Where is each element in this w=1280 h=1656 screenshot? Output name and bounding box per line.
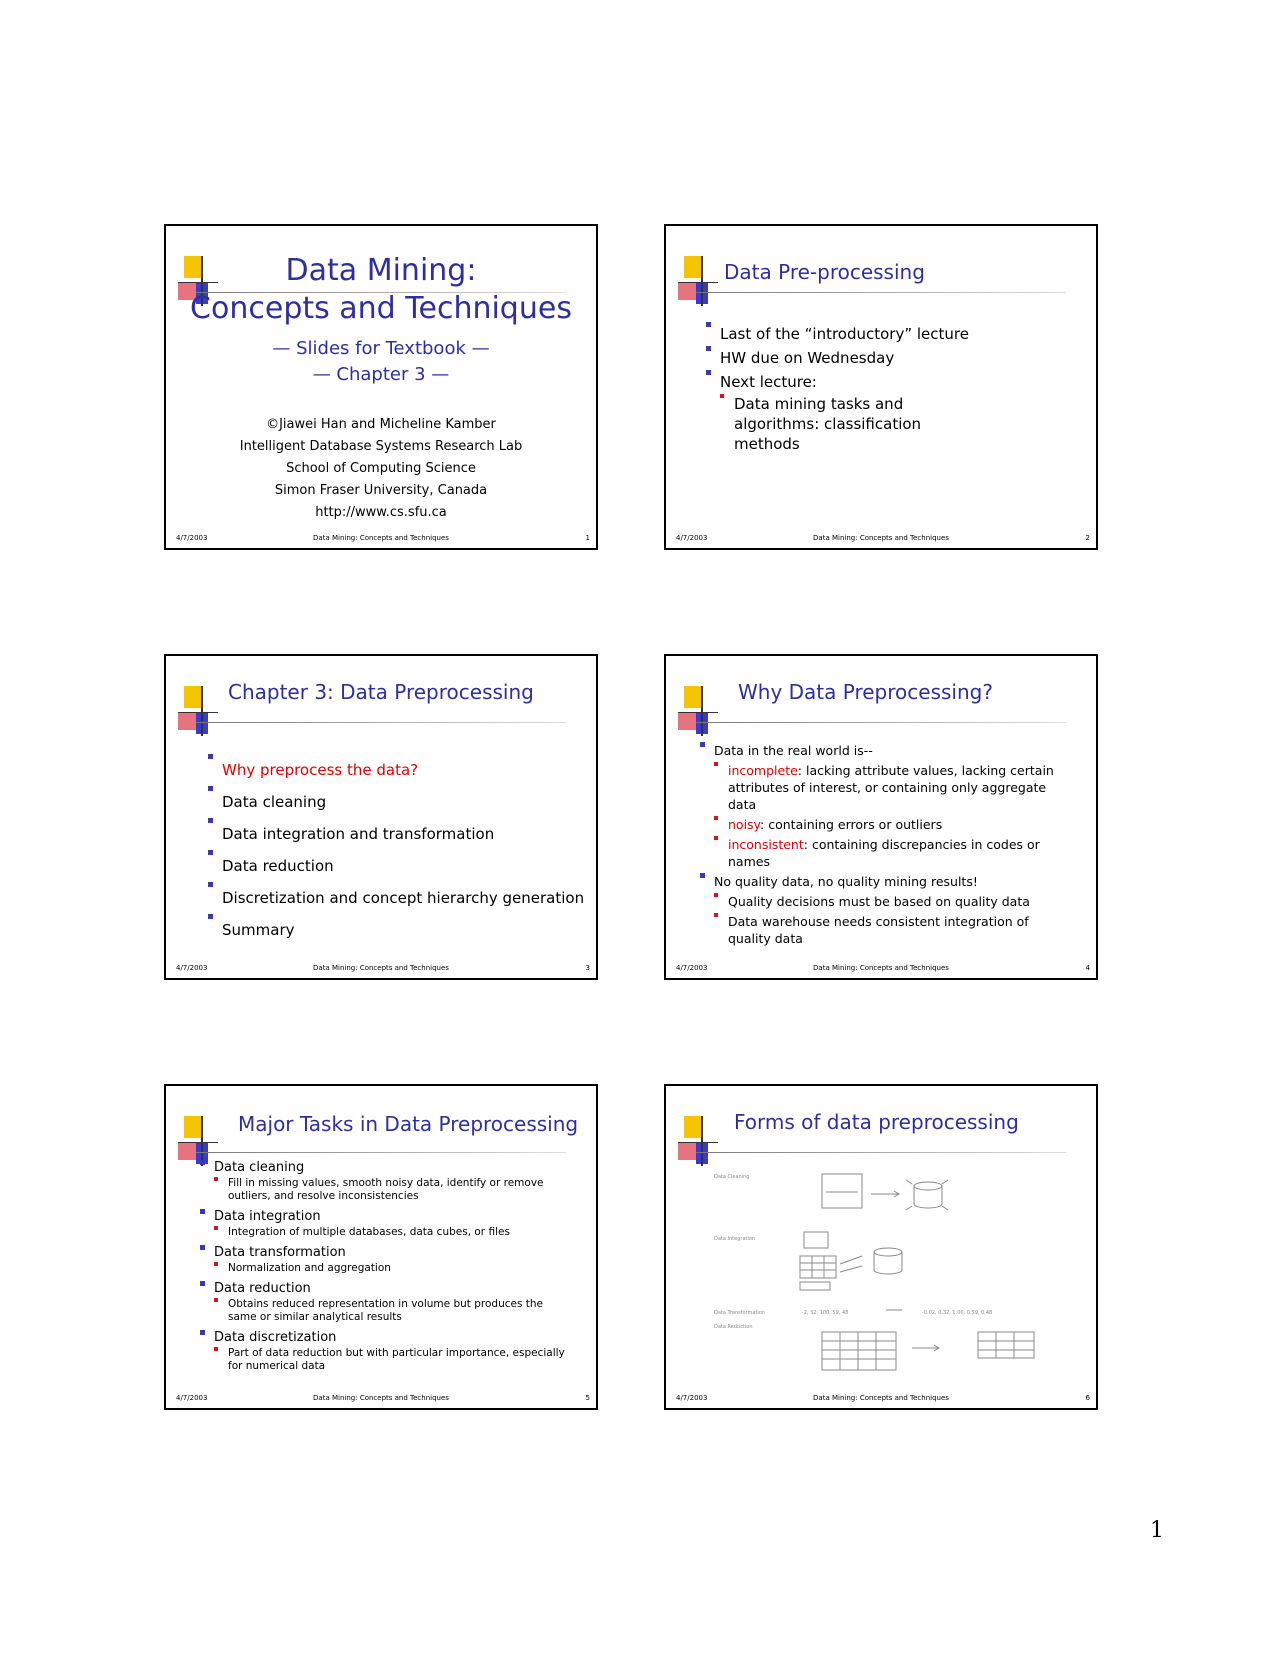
list-item [714,762,1070,813]
list-item [200,1330,570,1373]
title-rule [696,722,1066,723]
slide-title: Major Tasks in Data Preprocessing [238,1112,579,1136]
slide-logo-icon [178,1116,218,1166]
slide-number: 6 [1085,1394,1090,1402]
footer-title: Data Mining: Concepts and Techniques [313,964,449,972]
footer-title: Data Mining: Concepts and Techniques [313,1394,449,1402]
list-item [706,346,990,370]
slide-title: Data Pre-processing [724,260,925,284]
footer-date: 4/7/2003 [176,1394,208,1402]
bullet-text: Data mining tasks and algorithms: classification methods [734,395,922,453]
footer-date: 4/7/2003 [676,1394,708,1402]
sub-list [214,1298,570,1324]
slide-footer [666,534,1096,546]
credit-line: Simon Fraser University, Canada [274,483,488,498]
slide-5 [164,1084,598,1410]
bullet-text: Data warehouse needs consistent integration of quality data [728,914,1029,946]
fig-label-cleaning: Data Cleaning [714,1174,750,1180]
bullet-list [706,322,990,454]
bullet-text: Data transformation [214,1245,346,1260]
bullet-text: Data integration [214,1209,321,1224]
bullet-text: Data in the real world is-- [714,743,873,758]
fig-full-table-icon [822,1332,896,1370]
bullet-text: Why preprocess the data? [222,761,419,779]
list-item [714,816,1070,833]
slide-number: 3 [585,964,590,972]
list-item [208,786,584,818]
fig-label-transformation: Data Transformation [714,1310,766,1316]
title-line-2: Concepts and Techniques [190,291,572,326]
list-item [720,394,990,454]
list-item [200,1160,570,1203]
bullet-text: : lacking attribute values, lacking certain attributes of interest, or containing only aggregate data [728,763,1054,812]
slide-footer [666,1394,1096,1406]
list-item [714,913,1070,947]
bullet-text: Data reduction [214,1281,311,1296]
bullet-text: Normalization and aggregation [228,1262,391,1274]
list-item [214,1226,570,1239]
bullet-text: Discretization and concept hierarchy generation [222,889,585,907]
sub-list [214,1177,570,1203]
fig-label-integration: Data Integration [714,1236,756,1242]
credit-line: ©Jiawei Han and Micheline Kamber [266,417,496,432]
footer-title: Data Mining: Concepts and Techniques [813,964,949,972]
slide-3 [164,654,598,980]
credit-line: http://www.cs.sfu.ca [315,505,447,520]
bullet-text: Quality decisions must be based on quality data [728,894,1030,909]
bullet-text: Integration of multiple databases, data cubes, or files [228,1226,510,1238]
slide-2 [664,224,1098,550]
list-item [714,836,1070,870]
credit-line: School of Computing Science [286,461,476,476]
fig-transform-output: -0.02, 0.32, 1.00, 0.59, 0.48 [922,1310,993,1316]
list-item [700,742,1070,870]
list-item [706,370,990,454]
sub-list [714,893,1070,947]
list-item [208,850,584,882]
list-item [200,1281,570,1324]
slide-6 [664,1084,1098,1410]
footer-date: 4/7/2003 [176,964,208,972]
slide-footer [166,1394,596,1406]
subtitle-1: — Slides for Textbook — [272,338,490,359]
slide-logo-icon [178,686,218,736]
list-item [200,1209,570,1239]
term-inconsistent: inconsistent [728,837,804,852]
footer-title: Data Mining: Concepts and Techniques [813,534,949,542]
bullet-text: Data discretization [214,1330,337,1345]
list-item [200,1245,570,1275]
footer-title: Data Mining: Concepts and Techniques [313,534,449,542]
bullet-text: Data integration and transformation [222,825,495,843]
bullet-text: : containing errors or outliers [760,817,943,832]
slide-footer [666,964,1096,976]
bullet-text: Next lecture: [720,373,817,391]
term-noisy: noisy [728,817,761,832]
page-number: 1 [1150,1518,1164,1543]
bullet-text: Obtains reduced representation in volume but produces the same or similar analytical results [228,1298,543,1323]
bullet-text: Summary [222,921,295,939]
title-rule [196,722,566,723]
bullet-list [208,754,584,946]
fig-transform-input: -2, 32, 100, 59, 48 [802,1310,849,1316]
footer-title: Data Mining: Concepts and Techniques [813,1394,949,1402]
title-rule [196,1152,566,1153]
list-item [208,754,584,786]
bullet-text: Data reduction [222,857,334,875]
bullet-list [700,742,1070,947]
preprocessing-figure [666,1086,1096,1406]
footer-date: 4/7/2003 [676,534,708,542]
term-incomplete: incomplete [728,763,798,778]
bullet-text: Data cleaning [214,1160,305,1175]
list-item [208,818,584,850]
bullet-text: : containing discrepancies in codes or names [728,837,1040,869]
slide-number: 5 [585,1394,590,1402]
slide-number: 2 [1085,534,1090,542]
list-item [214,1298,570,1324]
list-item [714,893,1070,910]
sub-list [214,1262,570,1275]
slide-title: Chapter 3: Data Preprocessing [228,680,534,704]
sub-list [214,1226,570,1239]
subtitle-2: — Chapter 3 — [312,364,450,385]
list-item [700,873,1070,947]
list-item [208,914,584,946]
bullet-text: Part of data reduction but with particular importance, especially for numerical data [228,1347,565,1372]
list-item [208,882,584,914]
list-item [706,322,990,346]
bullet-text: HW due on Wednesday [720,349,895,367]
title-line-1: Data Mining: [285,253,477,288]
sub-list [714,762,1070,870]
fig-clean-db-icon [914,1182,942,1190]
bullet-text: No quality data, no quality mining results! [714,874,978,889]
fig-reduced-table-icon [978,1332,1034,1358]
slide-title [166,252,596,328]
slide-logo-icon [678,256,718,306]
slide-number: 4 [1085,964,1090,972]
list-item [214,1262,570,1275]
list-item [214,1177,570,1203]
fig-label-reduction: Data Reduction [714,1324,753,1330]
sub-list [214,1347,570,1373]
slide-logo-icon [678,686,718,736]
bullet-text: Last of the “introductory” lecture [720,325,969,343]
fig-messy-db-icon [822,1174,862,1208]
slide-footer [166,534,596,546]
footer-date: 4/7/2003 [676,964,708,972]
slide-title: Forms of data preprocessing [734,1110,1019,1134]
fig-cube-icon [800,1256,836,1278]
slide-footer [166,964,596,976]
bullet-text: Fill in missing values, smooth noisy data, identify or remove outliers, and resolve inconsistencies [228,1177,544,1202]
bullet-text: Data cleaning [222,793,327,811]
credits [166,414,596,524]
list-item [214,1347,570,1373]
sub-list [720,394,990,454]
footer-date: 4/7/2003 [176,534,208,542]
slide-title: Why Data Preprocessing? [738,680,993,704]
bullet-list [200,1160,570,1373]
fig-db-icon [804,1232,828,1248]
title-rule [696,292,1066,293]
fig-file-icon [800,1282,830,1290]
fig-target-db-icon [874,1248,902,1256]
slide-4 [664,654,1098,980]
credit-line: Intelligent Database Systems Research Lab [239,439,523,454]
slide-1 [164,224,598,550]
slide-number: 1 [585,534,590,542]
